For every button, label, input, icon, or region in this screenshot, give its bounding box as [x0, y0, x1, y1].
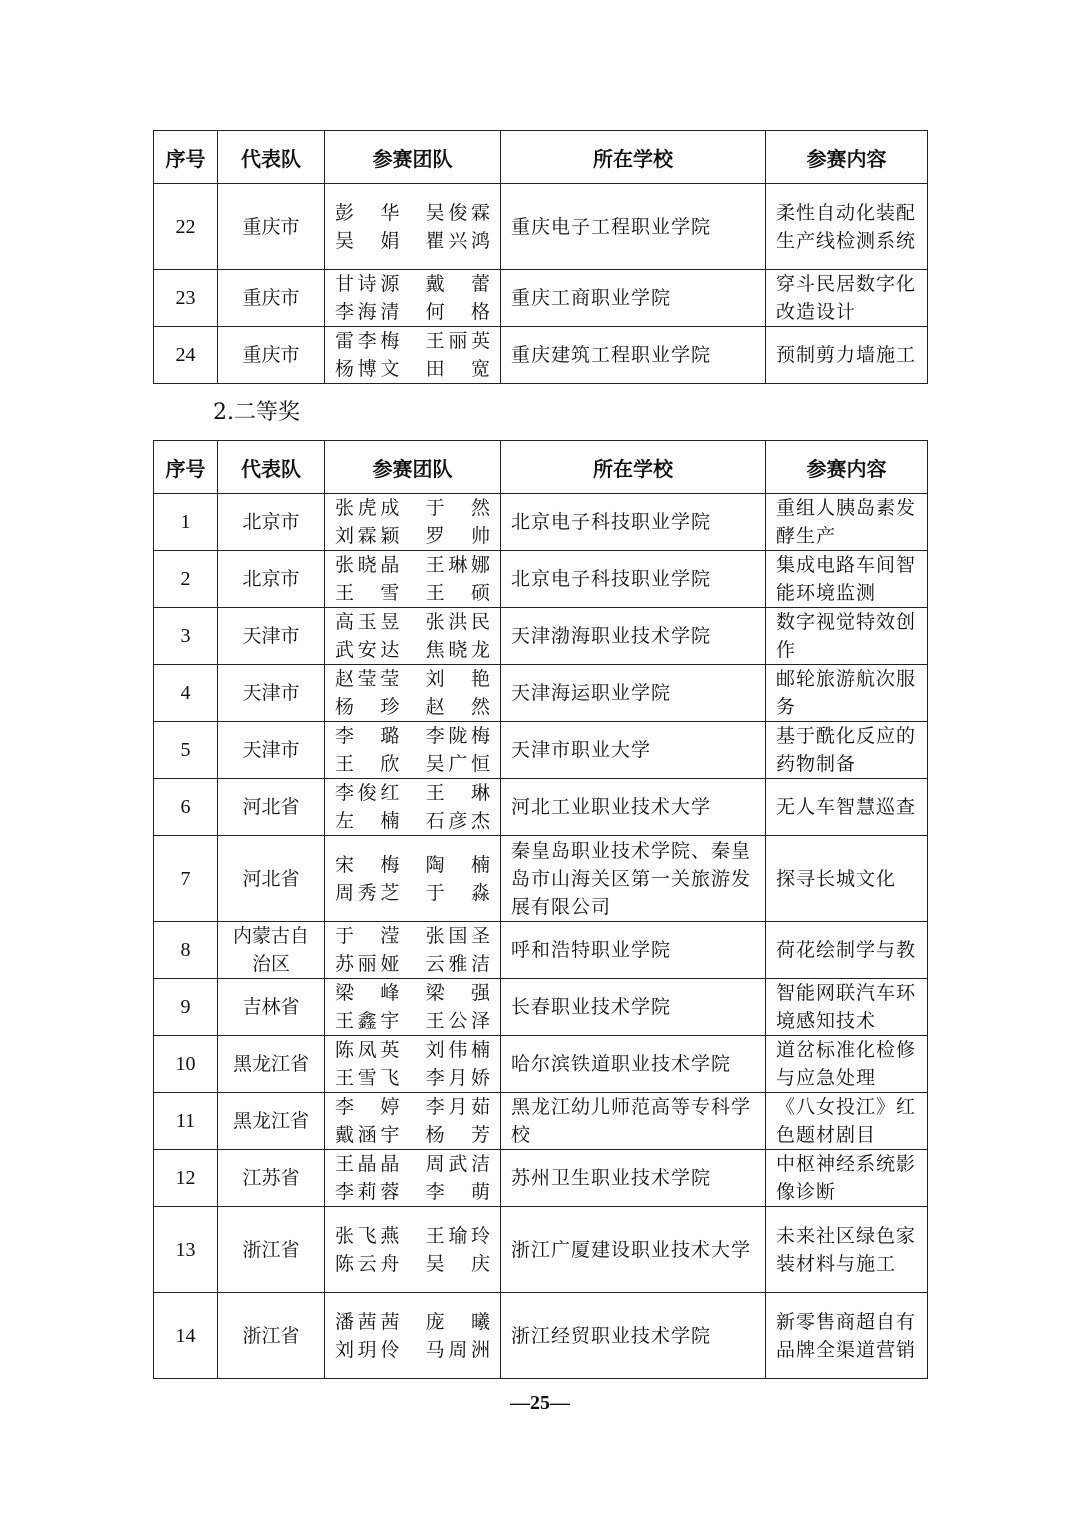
member-line: 潘茜茜 庞 曦	[335, 1310, 490, 1333]
member-line: 雷李梅 王丽英	[335, 330, 490, 352]
team-members	[325, 779, 501, 836]
delegation-name: 江苏省	[218, 1150, 325, 1207]
member-line: 王 雪 王 硕	[335, 582, 490, 604]
table-row	[154, 1293, 928, 1379]
team-members	[325, 1093, 501, 1150]
contest-content: 基于酰化反应的药物制备	[766, 722, 928, 779]
row-number: 8	[154, 922, 218, 979]
school-name: 浙江经贸职业技术学院	[501, 1293, 766, 1379]
table-row	[154, 1150, 928, 1207]
header-members: 参赛团队	[325, 131, 501, 184]
member-line: 陈凤英 刘伟楠	[335, 1039, 490, 1061]
member-line: 王 欣 吴广恒	[335, 753, 490, 775]
delegation-name: 天津市	[218, 722, 325, 779]
member-line: 高玉昱 张洪民	[335, 611, 490, 633]
row-number: 2	[154, 551, 218, 608]
table-body	[154, 494, 928, 1379]
delegation-name: 浙江省	[218, 1207, 325, 1293]
contest-content: 无人车智慧巡查	[766, 779, 928, 836]
contest-content: 重组人胰岛素发酵生产	[766, 494, 928, 551]
member-line: 梁 峰 梁 强	[335, 982, 490, 1004]
table-row	[154, 922, 928, 979]
row-number: 10	[154, 1036, 218, 1093]
row-number: 1	[154, 494, 218, 551]
row-number: 3	[154, 608, 218, 665]
school-name: 呼和浩特职业学院	[501, 922, 766, 979]
member-line: 彭 华 吴俊霖	[335, 201, 490, 224]
header-no: 序号	[154, 441, 218, 494]
header-team: 代表队	[218, 131, 325, 184]
delegation-name: 河北省	[218, 779, 325, 836]
header-school: 所在学校	[501, 131, 766, 184]
school-name: 北京电子科技职业学院	[501, 551, 766, 608]
row-number: 5	[154, 722, 218, 779]
member-line: 杨 珍 赵 然	[335, 696, 490, 718]
first-prize-table-continued	[153, 130, 928, 384]
member-line: 于 滢 张国圣	[335, 925, 490, 947]
contest-content: 柔性自动化装配生产线检测系统	[766, 184, 928, 270]
team-members	[325, 184, 501, 270]
delegation-name: 重庆市	[218, 184, 325, 270]
team-members	[325, 665, 501, 722]
table-row	[154, 551, 928, 608]
delegation-name: 黑龙江省	[218, 1093, 325, 1150]
team-members	[325, 1207, 501, 1293]
school-name: 黑龙江幼儿师范高等专科学校	[501, 1093, 766, 1150]
delegation-name: 天津市	[218, 665, 325, 722]
member-line: 杨博文 田 宽	[335, 358, 490, 380]
member-line: 张飞燕 王瑜玲	[335, 1224, 490, 1247]
school-name: 北京电子科技职业学院	[501, 494, 766, 551]
member-line: 张虎成 于 然	[335, 497, 490, 519]
row-number: 7	[154, 836, 218, 922]
table-row	[154, 327, 928, 384]
section-heading-second-prize: 2.二等奖	[213, 400, 300, 425]
member-line: 武安达 焦晓龙	[335, 639, 490, 661]
delegation-name: 天津市	[218, 608, 325, 665]
table-row	[154, 665, 928, 722]
team-members	[325, 608, 501, 665]
member-line: 戴涵宇 杨 芳	[335, 1124, 490, 1146]
contest-content: 探寻长城文化	[766, 836, 928, 922]
school-name: 天津海运职业学院	[501, 665, 766, 722]
school-name: 河北工业职业技术大学	[501, 779, 766, 836]
delegation-name: 北京市	[218, 494, 325, 551]
header-members: 参赛团队	[325, 441, 501, 494]
row-number: 13	[154, 1207, 218, 1293]
team-members	[325, 979, 501, 1036]
table-row	[154, 722, 928, 779]
table-row	[154, 1036, 928, 1093]
contest-content: 《八女投江》红色题材剧目	[766, 1093, 928, 1150]
team-members	[325, 551, 501, 608]
delegation-name: 北京市	[218, 551, 325, 608]
member-line: 宋 梅 陶 楠	[335, 853, 490, 876]
member-line: 王晶晶 周武洁	[335, 1153, 490, 1175]
team-members	[325, 1036, 501, 1093]
delegation-name: 黑龙江省	[218, 1036, 325, 1093]
member-line: 吴 娟 瞿兴鸿	[335, 229, 490, 252]
header-no: 序号	[154, 131, 218, 184]
member-line: 张晓晶 王琳娜	[335, 554, 490, 576]
team-members	[325, 836, 501, 922]
member-line: 赵莹莹 刘 艳	[335, 668, 490, 690]
team-members	[325, 722, 501, 779]
table-row	[154, 184, 928, 270]
team-members	[325, 1293, 501, 1379]
delegation-name: 重庆市	[218, 270, 325, 327]
member-line: 刘霖颖 罗 帅	[335, 525, 490, 547]
contest-content: 智能网联汽车环境感知技术	[766, 979, 928, 1036]
table-row	[154, 836, 928, 922]
member-line: 刘玥伶 马周洲	[335, 1338, 490, 1361]
member-line: 李 婷 李月茹	[335, 1096, 490, 1118]
row-number: 9	[154, 979, 218, 1036]
contest-content: 新零售商超自有品牌全渠道营销	[766, 1293, 928, 1379]
table-row	[154, 779, 928, 836]
contest-content: 预制剪力墙施工	[766, 327, 928, 384]
page-number: —25—	[510, 1392, 570, 1414]
contest-content: 集成电路车间智能环境监测	[766, 551, 928, 608]
row-number: 12	[154, 1150, 218, 1207]
header-content: 参赛内容	[766, 131, 928, 184]
header-team: 代表队	[218, 441, 325, 494]
school-name: 重庆工商职业学院	[501, 270, 766, 327]
row-number: 11	[154, 1093, 218, 1150]
school-name: 天津市职业大学	[501, 722, 766, 779]
school-name: 天津渤海职业技术学院	[501, 608, 766, 665]
row-number: 22	[154, 184, 218, 270]
school-name: 哈尔滨铁道职业技术学院	[501, 1036, 766, 1093]
delegation-name: 内蒙古自治区	[218, 922, 325, 979]
school-name: 苏州卫生职业技术学院	[501, 1150, 766, 1207]
school-name: 重庆建筑工程职业学院	[501, 327, 766, 384]
row-number: 6	[154, 779, 218, 836]
row-number: 23	[154, 270, 218, 327]
table-row	[154, 270, 928, 327]
member-line: 李海清 何 格	[335, 301, 490, 323]
table-header-row	[154, 441, 928, 494]
table-row	[154, 494, 928, 551]
team-members	[325, 1150, 501, 1207]
delegation-name: 重庆市	[218, 327, 325, 384]
school-name: 秦皇岛职业技术学院、秦皇岛市山海关区第一关旅游发展有限公司	[501, 836, 766, 922]
team-members	[325, 922, 501, 979]
member-line: 王雪飞 李月娇	[335, 1067, 490, 1089]
row-number: 14	[154, 1293, 218, 1379]
delegation-name: 浙江省	[218, 1293, 325, 1379]
member-line: 李俊红 王 琳	[335, 782, 490, 804]
delegation-name: 河北省	[218, 836, 325, 922]
contest-content: 道岔标准化检修与应急处理	[766, 1036, 928, 1093]
row-number: 24	[154, 327, 218, 384]
delegation-name: 吉林省	[218, 979, 325, 1036]
table-body	[154, 184, 928, 384]
team-members	[325, 270, 501, 327]
contest-content: 穿斗民居数字化改造设计	[766, 270, 928, 327]
contest-content: 荷花绘制学与教	[766, 922, 928, 979]
contest-content: 中枢神经系统影像诊断	[766, 1150, 928, 1207]
member-line: 李莉蓉 李 萌	[335, 1181, 490, 1203]
table-row	[154, 979, 928, 1036]
school-name: 重庆电子工程职业学院	[501, 184, 766, 270]
member-line: 甘诗源 戴 蕾	[335, 273, 490, 295]
table-header-row	[154, 131, 928, 184]
member-line: 陈云舟 吴 庆	[335, 1252, 490, 1275]
contest-content: 邮轮旅游航次服务	[766, 665, 928, 722]
contest-content: 数字视觉特效创作	[766, 608, 928, 665]
member-line: 苏丽娅 云雅洁	[335, 953, 490, 975]
contest-content: 未来社区绿色家装材料与施工	[766, 1207, 928, 1293]
header-school: 所在学校	[501, 441, 766, 494]
member-line: 王鑫宇 王公泽	[335, 1010, 490, 1032]
school-name: 浙江广厦建设职业技术大学	[501, 1207, 766, 1293]
team-members	[325, 327, 501, 384]
member-line: 周秀芝 于 淼	[335, 881, 490, 904]
member-line: 李 璐 李陇梅	[335, 725, 490, 747]
second-prize-table	[153, 440, 928, 1379]
member-line: 左 楠 石彦杰	[335, 810, 490, 832]
table-row	[154, 608, 928, 665]
school-name: 长春职业技术学院	[501, 979, 766, 1036]
row-number: 4	[154, 665, 218, 722]
table-row	[154, 1207, 928, 1293]
header-content: 参赛内容	[766, 441, 928, 494]
table-row	[154, 1093, 928, 1150]
team-members	[325, 494, 501, 551]
